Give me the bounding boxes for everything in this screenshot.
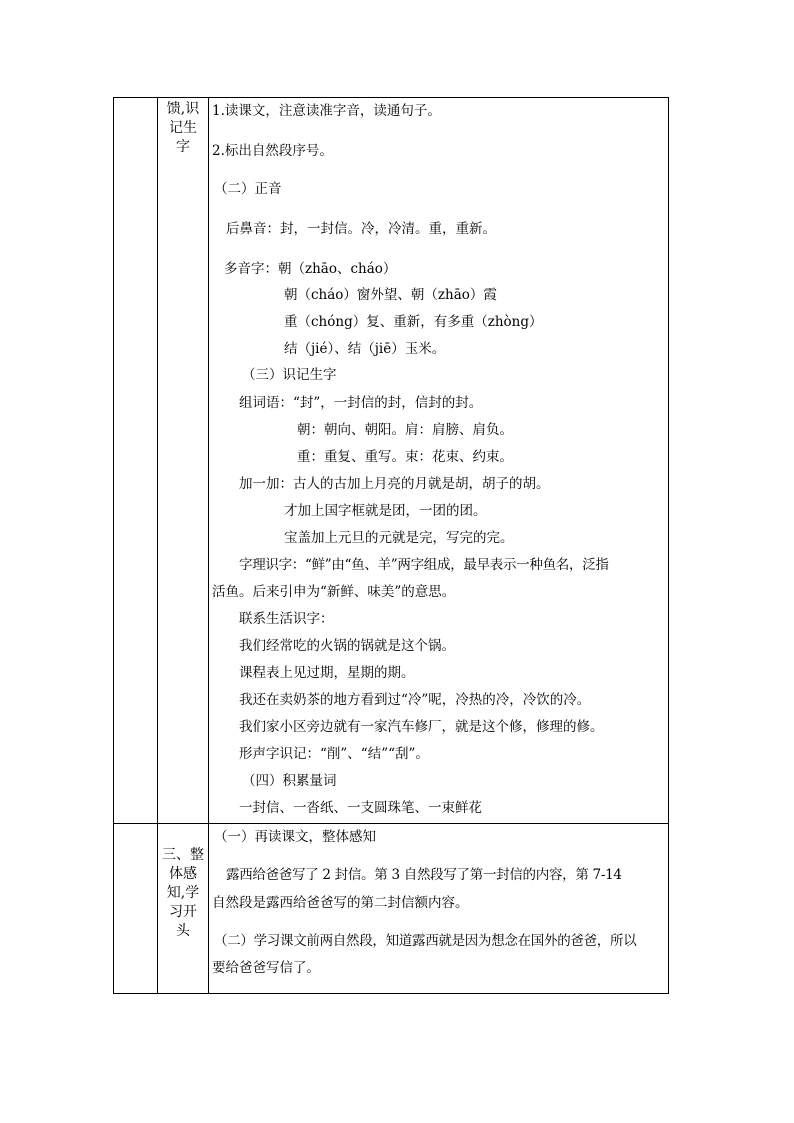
section-heading: （四）积累量词 <box>242 773 337 789</box>
text-line: 活鱼。后来引申为“新鲜、味美”的意思。 <box>212 584 456 600</box>
text-line: 宝盖加上元旦的元就是完，写完的完。 <box>284 530 514 546</box>
table-row <box>114 98 669 824</box>
text-line: 朝（cháo）窗外望、朝（zhāo）霞 <box>284 287 497 303</box>
text-line: 要给爸爸写信了。 <box>212 960 320 976</box>
text-line: 组词语：“封”，一封信的封，信封的封。 <box>239 395 483 411</box>
text-line: 才加上国字框就是团，一团的团。 <box>284 503 487 519</box>
stage-cell <box>158 824 209 994</box>
stage-label-line: 体感 <box>169 866 197 882</box>
text-line: 我还在卖奶茶的地方看到过“冷”呢，冷热的冷，冷饮的冷。 <box>239 692 591 708</box>
text-line: 一封信、一沓纸、一支圆珠笔、一束鲜花 <box>239 800 482 816</box>
stage-label-line: 头 <box>176 923 190 939</box>
text-line: 加一加：古人的古加上月亮的月就是胡，胡子的胡。 <box>239 476 550 492</box>
content-cell <box>209 824 669 994</box>
stage-label-line: 三、整 <box>162 847 204 863</box>
empty-cell <box>114 824 158 994</box>
text-line: 形声字识记：“削”、“结”“刮”。 <box>239 746 429 762</box>
section-heading: （二）正音 <box>214 181 282 197</box>
text-line: 朝：朝向、朝阳。肩：肩膀、肩负。 <box>297 422 513 438</box>
text-line: 2.标出自然段序号。 <box>212 143 333 159</box>
text-line: 字理识字：“鲜”由“鱼、羊”两字组成，最早表示一种鱼名，泛指 <box>239 557 609 573</box>
text-line: 自然段是露西给爸爸写的第二封信额内容。 <box>212 895 469 911</box>
empty-cell <box>114 98 158 824</box>
text-line: 重：重复、重写。束：花束、约束。 <box>297 449 513 465</box>
text-line: 我们经常吃的火锅的锅就是这个锅。 <box>239 638 455 654</box>
content-cell <box>209 98 669 824</box>
table-row <box>114 824 669 994</box>
section-heading: （一）再读课文，整体感知 <box>214 829 376 845</box>
stage-label-line: 字 <box>176 139 190 155</box>
text-line: 结（jié）、结（jiē）玉米。 <box>284 341 446 357</box>
text-line: 重（chóng）复、重新，有多重（zhòng） <box>284 314 543 330</box>
text-line: 多音字：朝（zhāo、cháo） <box>224 261 397 277</box>
section-heading: （二）学习课文前两自然段，知道露西就是因为想念在国外的爸爸，所以 <box>214 933 637 949</box>
stage-label-line: 知,学 <box>166 885 200 901</box>
stage-label-line: 习开 <box>169 904 197 920</box>
text-line: 后鼻音：封，一封信。冷，冷清。重，重新。 <box>226 221 496 237</box>
text-line: 课程表上见过期，星期的期。 <box>239 665 415 681</box>
stage-cell <box>158 98 209 824</box>
text-line: 联系生活识字： <box>239 611 334 627</box>
lesson-plan-table <box>113 97 669 994</box>
text-line: 我们家小区旁边就有一家汽车修厂，就是这个修，修理的修。 <box>239 719 604 735</box>
stage-label-line: 记生 <box>169 120 197 136</box>
text-line: 露西给爸爸写了 2 封信。第 3 自然段写了第一封信的内容，第 7-14 <box>226 867 622 883</box>
stage-label-line: 馈,识 <box>166 101 200 117</box>
text-line: 1.读课文，注意读准字音，读通句子。 <box>212 103 441 119</box>
section-heading: （三）识记生字 <box>242 367 337 383</box>
